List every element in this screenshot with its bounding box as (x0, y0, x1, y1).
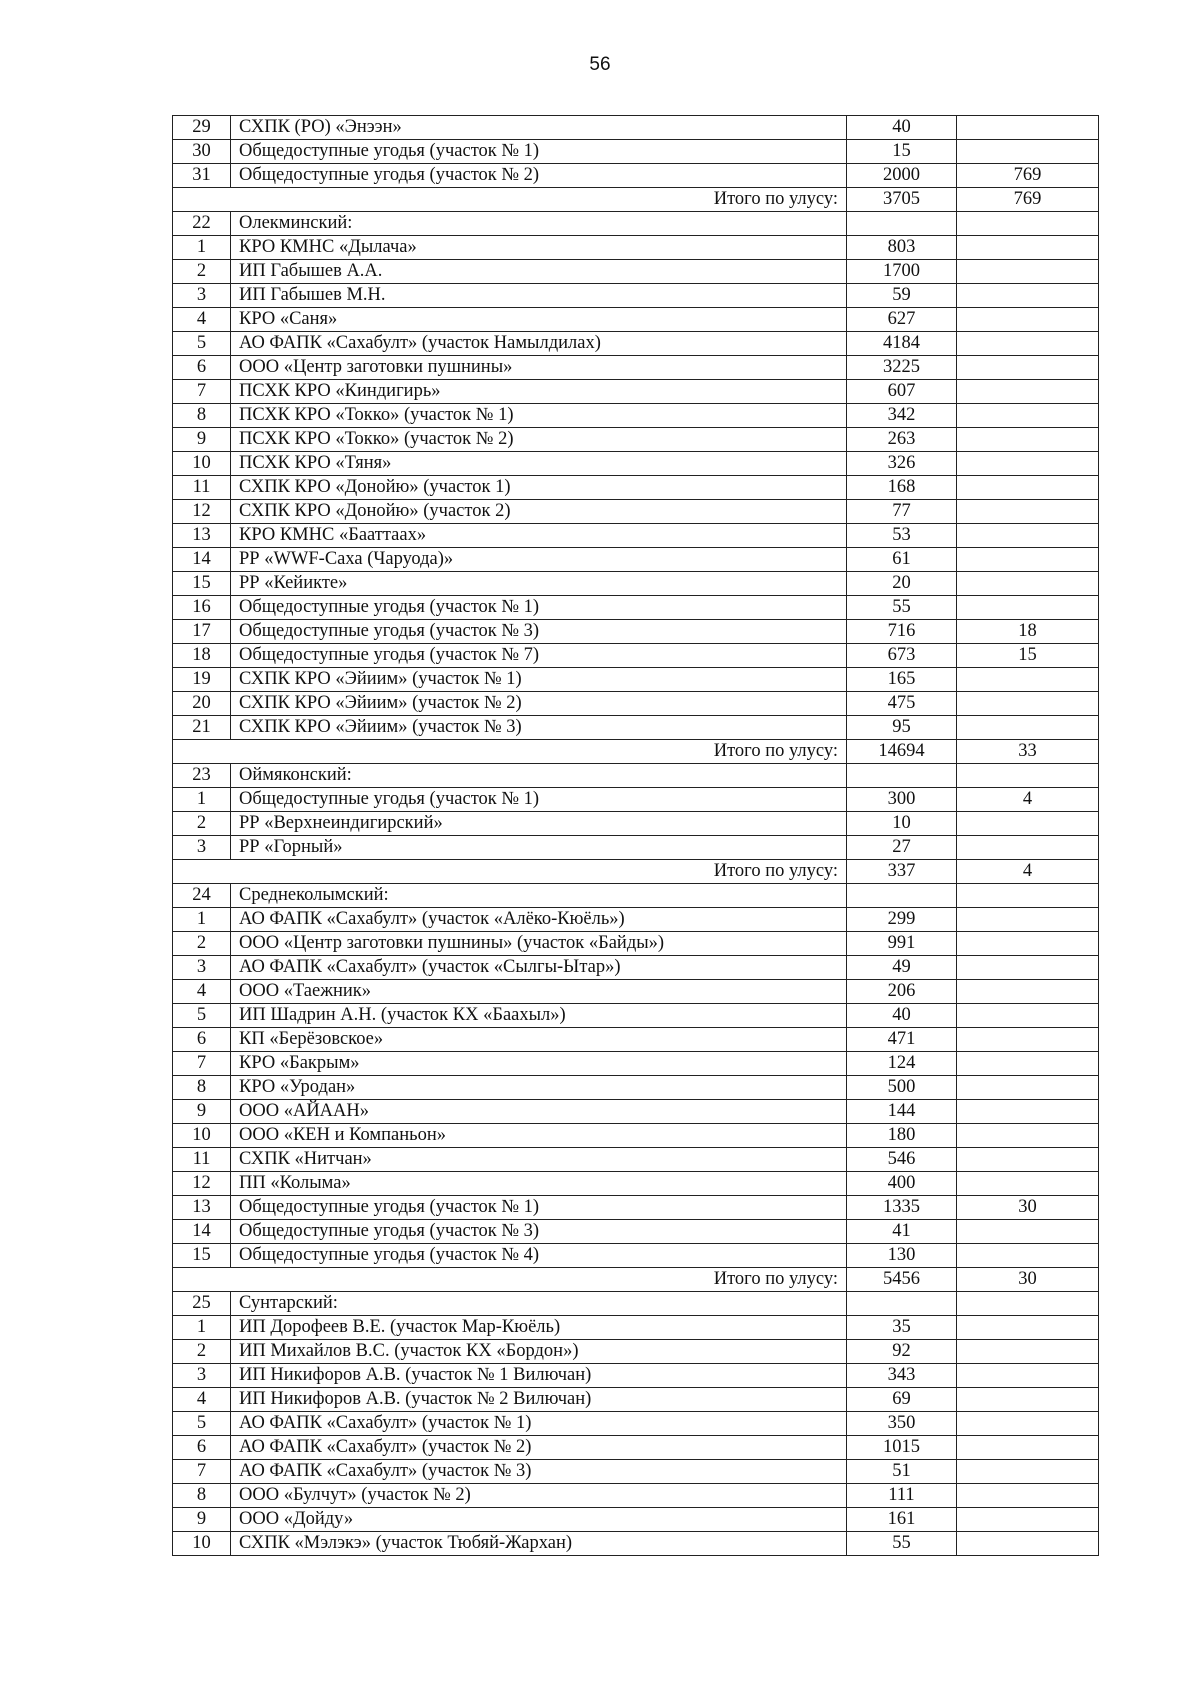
total-label: Итого по улусу: (173, 188, 847, 212)
table-row (173, 1148, 1099, 1172)
empty-cell (847, 1292, 957, 1316)
area-value: 111 (847, 1484, 957, 1508)
district-header-row (173, 212, 1099, 236)
extra-value (957, 1484, 1099, 1508)
user-name: ПП «Колыма» (231, 1172, 847, 1196)
row-number: 29 (173, 116, 231, 140)
row-number: 16 (173, 596, 231, 620)
extra-value (957, 1028, 1099, 1052)
extra-value: 769 (957, 164, 1099, 188)
table-row (173, 1532, 1099, 1556)
extra-value (957, 380, 1099, 404)
extra-value (957, 332, 1099, 356)
total-row (173, 860, 1099, 884)
table-row (173, 1172, 1099, 1196)
area-value: 206 (847, 980, 957, 1004)
row-number: 6 (173, 1028, 231, 1052)
user-name: ИП Габышев А.А. (231, 260, 847, 284)
user-name: КРО «Бакрым» (231, 1052, 847, 1076)
total-extra-value: 4 (957, 860, 1099, 884)
extra-value (957, 452, 1099, 476)
extra-value (957, 716, 1099, 740)
user-name: АО ФАПК «Сахабулт» (участок «Алёко-Кюёль») (231, 908, 847, 932)
area-value: 130 (847, 1244, 957, 1268)
row-number: 11 (173, 1148, 231, 1172)
empty-cell (847, 764, 957, 788)
district-name: Среднеколымский: (231, 884, 847, 908)
row-number: 8 (173, 404, 231, 428)
extra-value: 30 (957, 1196, 1099, 1220)
user-name: ООО «Центр заготовки пушнины» (участок «Байды») (231, 932, 847, 956)
table-row (173, 908, 1099, 932)
extra-value (957, 1124, 1099, 1148)
user-name: АО ФАПК «Сахабулт» (участок № 1) (231, 1412, 847, 1436)
page-number: 56 (589, 54, 611, 75)
extra-value (957, 1508, 1099, 1532)
user-name: ИП Дорофеев В.Е. (участок Мар-Кюёль) (231, 1316, 847, 1340)
table-row (173, 1028, 1099, 1052)
area-value: 1335 (847, 1196, 957, 1220)
total-label: Итого по улусу: (173, 740, 847, 764)
table-row (173, 836, 1099, 860)
user-name: ПСХК КРО «Токко» (участок № 2) (231, 428, 847, 452)
user-name: АО ФАПК «Сахабулт» (участок Намылдилах) (231, 332, 847, 356)
extra-value: 15 (957, 644, 1099, 668)
user-name: ИП Никифоров А.В. (участок № 1 Вилючан) (231, 1364, 847, 1388)
area-value: 4184 (847, 332, 957, 356)
area-value: 15 (847, 140, 957, 164)
district-header-row (173, 1292, 1099, 1316)
total-area-value: 5456 (847, 1268, 957, 1292)
table-row (173, 380, 1099, 404)
row-number: 9 (173, 1508, 231, 1532)
row-number: 13 (173, 1196, 231, 1220)
user-name: КРО «Саня» (231, 308, 847, 332)
empty-cell (957, 212, 1099, 236)
area-value: 41 (847, 1220, 957, 1244)
extra-value (957, 1076, 1099, 1100)
area-value: 263 (847, 428, 957, 452)
table-row (173, 476, 1099, 500)
user-name: Общедоступные угодья (участок № 7) (231, 644, 847, 668)
row-number: 4 (173, 1388, 231, 1412)
row-number: 6 (173, 356, 231, 380)
row-number: 5 (173, 332, 231, 356)
area-value: 1015 (847, 1436, 957, 1460)
row-number: 6 (173, 1436, 231, 1460)
extra-value (957, 1412, 1099, 1436)
user-name: КРО КМНС «Бааттаах» (231, 524, 847, 548)
table-row (173, 980, 1099, 1004)
table-body (173, 116, 1099, 1556)
row-number: 9 (173, 1100, 231, 1124)
total-area-value: 337 (847, 860, 957, 884)
area-value: 51 (847, 1460, 957, 1484)
extra-value (957, 1004, 1099, 1028)
extra-value (957, 1100, 1099, 1124)
row-number: 12 (173, 1172, 231, 1196)
user-name: Общедоступные угодья (участок № 4) (231, 1244, 847, 1268)
table-row (173, 956, 1099, 980)
user-name: РР «Верхнеиндигирский» (231, 812, 847, 836)
area-value: 168 (847, 476, 957, 500)
empty-cell (847, 212, 957, 236)
extra-value (957, 1172, 1099, 1196)
row-number: 3 (173, 836, 231, 860)
area-value: 500 (847, 1076, 957, 1100)
area-value: 92 (847, 1340, 957, 1364)
extra-value (957, 284, 1099, 308)
extra-value (957, 980, 1099, 1004)
extra-value (957, 572, 1099, 596)
total-row (173, 188, 1099, 212)
table-row (173, 1196, 1099, 1220)
row-number: 3 (173, 1364, 231, 1388)
extra-value (957, 476, 1099, 500)
extra-value (957, 1220, 1099, 1244)
area-value: 673 (847, 644, 957, 668)
row-number: 19 (173, 668, 231, 692)
user-name: Общедоступные угодья (участок № 1) (231, 788, 847, 812)
table-row (173, 812, 1099, 836)
user-name: Общедоступные угодья (участок № 1) (231, 140, 847, 164)
table-row (173, 596, 1099, 620)
user-name: ООО «Таежник» (231, 980, 847, 1004)
row-number: 20 (173, 692, 231, 716)
table-row (173, 1100, 1099, 1124)
area-value: 161 (847, 1508, 957, 1532)
table-row (173, 1460, 1099, 1484)
extra-value (957, 308, 1099, 332)
row-number: 12 (173, 500, 231, 524)
row-number: 15 (173, 572, 231, 596)
table-row (173, 1436, 1099, 1460)
total-row (173, 740, 1099, 764)
extra-value (957, 116, 1099, 140)
table-row (173, 716, 1099, 740)
user-name: АО ФАПК «Сахабулт» (участок «Сылгы-Ытар») (231, 956, 847, 980)
table-row (173, 644, 1099, 668)
area-value: 475 (847, 692, 957, 716)
user-name: ООО «КЕН и Компаньон» (231, 1124, 847, 1148)
table-row (173, 1316, 1099, 1340)
area-value: 144 (847, 1100, 957, 1124)
row-number: 17 (173, 620, 231, 644)
table-row (173, 572, 1099, 596)
total-label: Итого по улусу: (173, 860, 847, 884)
extra-value (957, 140, 1099, 164)
user-name: Общедоступные угодья (участок № 3) (231, 1220, 847, 1244)
area-value: 10 (847, 812, 957, 836)
area-value: 2000 (847, 164, 957, 188)
extra-value: 18 (957, 620, 1099, 644)
table-row (173, 164, 1099, 188)
area-value: 471 (847, 1028, 957, 1052)
row-number: 3 (173, 956, 231, 980)
row-number: 10 (173, 452, 231, 476)
extra-value (957, 1052, 1099, 1076)
extra-value (957, 1532, 1099, 1556)
area-value: 716 (847, 620, 957, 644)
row-number: 1 (173, 236, 231, 260)
district-number: 22 (173, 212, 231, 236)
user-name: СХПК «Мэлэкэ» (участок Тюбяй-Жархан) (231, 1532, 847, 1556)
extra-value (957, 908, 1099, 932)
user-name: КРО КМНС «Дылача» (231, 236, 847, 260)
area-value: 27 (847, 836, 957, 860)
area-value: 300 (847, 788, 957, 812)
district-number: 23 (173, 764, 231, 788)
district-name: Оймяконский: (231, 764, 847, 788)
extra-value (957, 1388, 1099, 1412)
user-name: ИП Габышев М.Н. (231, 284, 847, 308)
table-row (173, 620, 1099, 644)
user-name: СХПК (РО) «Энээн» (231, 116, 847, 140)
row-number: 13 (173, 524, 231, 548)
extra-value (957, 692, 1099, 716)
table-row (173, 356, 1099, 380)
area-value: 59 (847, 284, 957, 308)
row-number: 7 (173, 1460, 231, 1484)
extra-value: 4 (957, 788, 1099, 812)
district-header-row (173, 764, 1099, 788)
area-value: 326 (847, 452, 957, 476)
table-row (173, 1412, 1099, 1436)
area-value: 546 (847, 1148, 957, 1172)
area-value: 3225 (847, 356, 957, 380)
user-name: Общедоступные угодья (участок № 1) (231, 1196, 847, 1220)
area-value: 55 (847, 596, 957, 620)
user-name: Общедоступные угодья (участок № 2) (231, 164, 847, 188)
user-name: СХПК «Нитчан» (231, 1148, 847, 1172)
table-row (173, 1364, 1099, 1388)
table-row (173, 428, 1099, 452)
district-name: Олекминский: (231, 212, 847, 236)
empty-cell (957, 764, 1099, 788)
row-number: 10 (173, 1124, 231, 1148)
extra-value (957, 1244, 1099, 1268)
total-extra-value: 769 (957, 188, 1099, 212)
table-row (173, 548, 1099, 572)
area-value: 55 (847, 1532, 957, 1556)
table-row (173, 932, 1099, 956)
empty-cell (957, 884, 1099, 908)
area-value: 180 (847, 1124, 957, 1148)
table-row (173, 1076, 1099, 1100)
row-number: 1 (173, 1316, 231, 1340)
area-value: 69 (847, 1388, 957, 1412)
total-area-value: 3705 (847, 188, 957, 212)
table-row (173, 1508, 1099, 1532)
empty-cell (957, 1292, 1099, 1316)
table-row (173, 668, 1099, 692)
extra-value (957, 1316, 1099, 1340)
row-number: 18 (173, 644, 231, 668)
area-value: 343 (847, 1364, 957, 1388)
area-value: 95 (847, 716, 957, 740)
row-number: 7 (173, 1052, 231, 1076)
row-number: 15 (173, 1244, 231, 1268)
row-number: 14 (173, 1220, 231, 1244)
district-name: Сунтарский: (231, 1292, 847, 1316)
area-value: 40 (847, 116, 957, 140)
area-value: 607 (847, 380, 957, 404)
row-number: 9 (173, 428, 231, 452)
extra-value (957, 932, 1099, 956)
user-name: СХПК КРО «Донойю» (участок 2) (231, 500, 847, 524)
user-name: СХПК КРО «Эйиим» (участок № 3) (231, 716, 847, 740)
row-number: 2 (173, 932, 231, 956)
extra-value (957, 404, 1099, 428)
total-extra-value: 30 (957, 1268, 1099, 1292)
area-value: 35 (847, 1316, 957, 1340)
row-number: 31 (173, 164, 231, 188)
area-value: 299 (847, 908, 957, 932)
table-row (173, 500, 1099, 524)
row-number: 5 (173, 1004, 231, 1028)
extra-value (957, 668, 1099, 692)
user-name: АО ФАПК «Сахабулт» (участок № 3) (231, 1460, 847, 1484)
row-number: 2 (173, 1340, 231, 1364)
area-value: 627 (847, 308, 957, 332)
table-row (173, 1004, 1099, 1028)
row-number: 10 (173, 1532, 231, 1556)
row-number: 7 (173, 380, 231, 404)
row-number: 1 (173, 788, 231, 812)
area-value: 165 (847, 668, 957, 692)
area-value: 1700 (847, 260, 957, 284)
total-area-value: 14694 (847, 740, 957, 764)
user-name: ООО «Дойду» (231, 1508, 847, 1532)
table-row (173, 236, 1099, 260)
user-name: РР «WWF-Саха (Чаруода)» (231, 548, 847, 572)
table-row (173, 308, 1099, 332)
table-row (173, 452, 1099, 476)
extra-value (957, 1148, 1099, 1172)
user-name: ПСХК КРО «Тяня» (231, 452, 847, 476)
hunting-grounds-table (172, 115, 1099, 1556)
user-name: ООО «Центр заготовки пушнины» (231, 356, 847, 380)
area-value: 991 (847, 932, 957, 956)
extra-value (957, 236, 1099, 260)
row-number: 4 (173, 308, 231, 332)
area-value: 20 (847, 572, 957, 596)
extra-value (957, 500, 1099, 524)
empty-cell (847, 884, 957, 908)
row-number: 3 (173, 284, 231, 308)
district-number: 25 (173, 1292, 231, 1316)
table-row (173, 1124, 1099, 1148)
user-name: ИП Никифоров А.В. (участок № 2 Вилючан) (231, 1388, 847, 1412)
extra-value (957, 356, 1099, 380)
user-name: РР «Горный» (231, 836, 847, 860)
row-number: 14 (173, 548, 231, 572)
user-name: ООО «АЙААН» (231, 1100, 847, 1124)
table-row (173, 1052, 1099, 1076)
row-number: 5 (173, 1412, 231, 1436)
user-name: ПСХК КРО «Киндигирь» (231, 380, 847, 404)
total-extra-value: 33 (957, 740, 1099, 764)
table-row (173, 1220, 1099, 1244)
table-row (173, 404, 1099, 428)
district-header-row (173, 884, 1099, 908)
extra-value (957, 524, 1099, 548)
extra-value (957, 1340, 1099, 1364)
row-number: 30 (173, 140, 231, 164)
table-row (173, 1340, 1099, 1364)
row-number: 21 (173, 716, 231, 740)
row-number: 4 (173, 980, 231, 1004)
table-row (173, 1484, 1099, 1508)
district-number: 24 (173, 884, 231, 908)
area-value: 49 (847, 956, 957, 980)
table-row (173, 116, 1099, 140)
extra-value (957, 260, 1099, 284)
table-row (173, 788, 1099, 812)
user-name: КРО «Уродан» (231, 1076, 847, 1100)
user-name: СХПК КРО «Эйиим» (участок № 2) (231, 692, 847, 716)
row-number: 8 (173, 1076, 231, 1100)
user-name: ИП Шадрин А.Н. (участок КХ «Баахыл») (231, 1004, 847, 1028)
row-number: 11 (173, 476, 231, 500)
area-value: 53 (847, 524, 957, 548)
table-row (173, 524, 1099, 548)
user-name: Общедоступные угодья (участок № 3) (231, 620, 847, 644)
user-name: КП «Берёзовское» (231, 1028, 847, 1052)
area-value: 40 (847, 1004, 957, 1028)
area-value: 350 (847, 1412, 957, 1436)
area-value: 803 (847, 236, 957, 260)
user-name: ПСХК КРО «Токко» (участок № 1) (231, 404, 847, 428)
extra-value (957, 596, 1099, 620)
user-name: СХПК КРО «Донойю» (участок 1) (231, 476, 847, 500)
user-name: Общедоступные угодья (участок № 1) (231, 596, 847, 620)
table-row (173, 332, 1099, 356)
user-name: АО ФАПК «Сахабулт» (участок № 2) (231, 1436, 847, 1460)
area-value: 400 (847, 1172, 957, 1196)
table-row (173, 260, 1099, 284)
user-name: РР «Кейикте» (231, 572, 847, 596)
total-label: Итого по улусу: (173, 1268, 847, 1292)
table-row (173, 692, 1099, 716)
extra-value (957, 1364, 1099, 1388)
row-number: 8 (173, 1484, 231, 1508)
area-value: 124 (847, 1052, 957, 1076)
row-number: 2 (173, 260, 231, 284)
user-name: ИП Михайлов В.С. (участок КХ «Бордон») (231, 1340, 847, 1364)
extra-value (957, 812, 1099, 836)
user-name: СХПК КРО «Эйиим» (участок № 1) (231, 668, 847, 692)
extra-value (957, 1436, 1099, 1460)
table-row (173, 1388, 1099, 1412)
area-value: 342 (847, 404, 957, 428)
table-row (173, 284, 1099, 308)
extra-value (957, 428, 1099, 452)
total-row (173, 1268, 1099, 1292)
user-name: ООО «Булчут» (участок № 2) (231, 1484, 847, 1508)
table-row (173, 140, 1099, 164)
row-number: 1 (173, 908, 231, 932)
area-value: 61 (847, 548, 957, 572)
extra-value (957, 956, 1099, 980)
extra-value (957, 548, 1099, 572)
table-row (173, 1244, 1099, 1268)
extra-value (957, 836, 1099, 860)
row-number: 2 (173, 812, 231, 836)
area-value: 77 (847, 500, 957, 524)
extra-value (957, 1460, 1099, 1484)
